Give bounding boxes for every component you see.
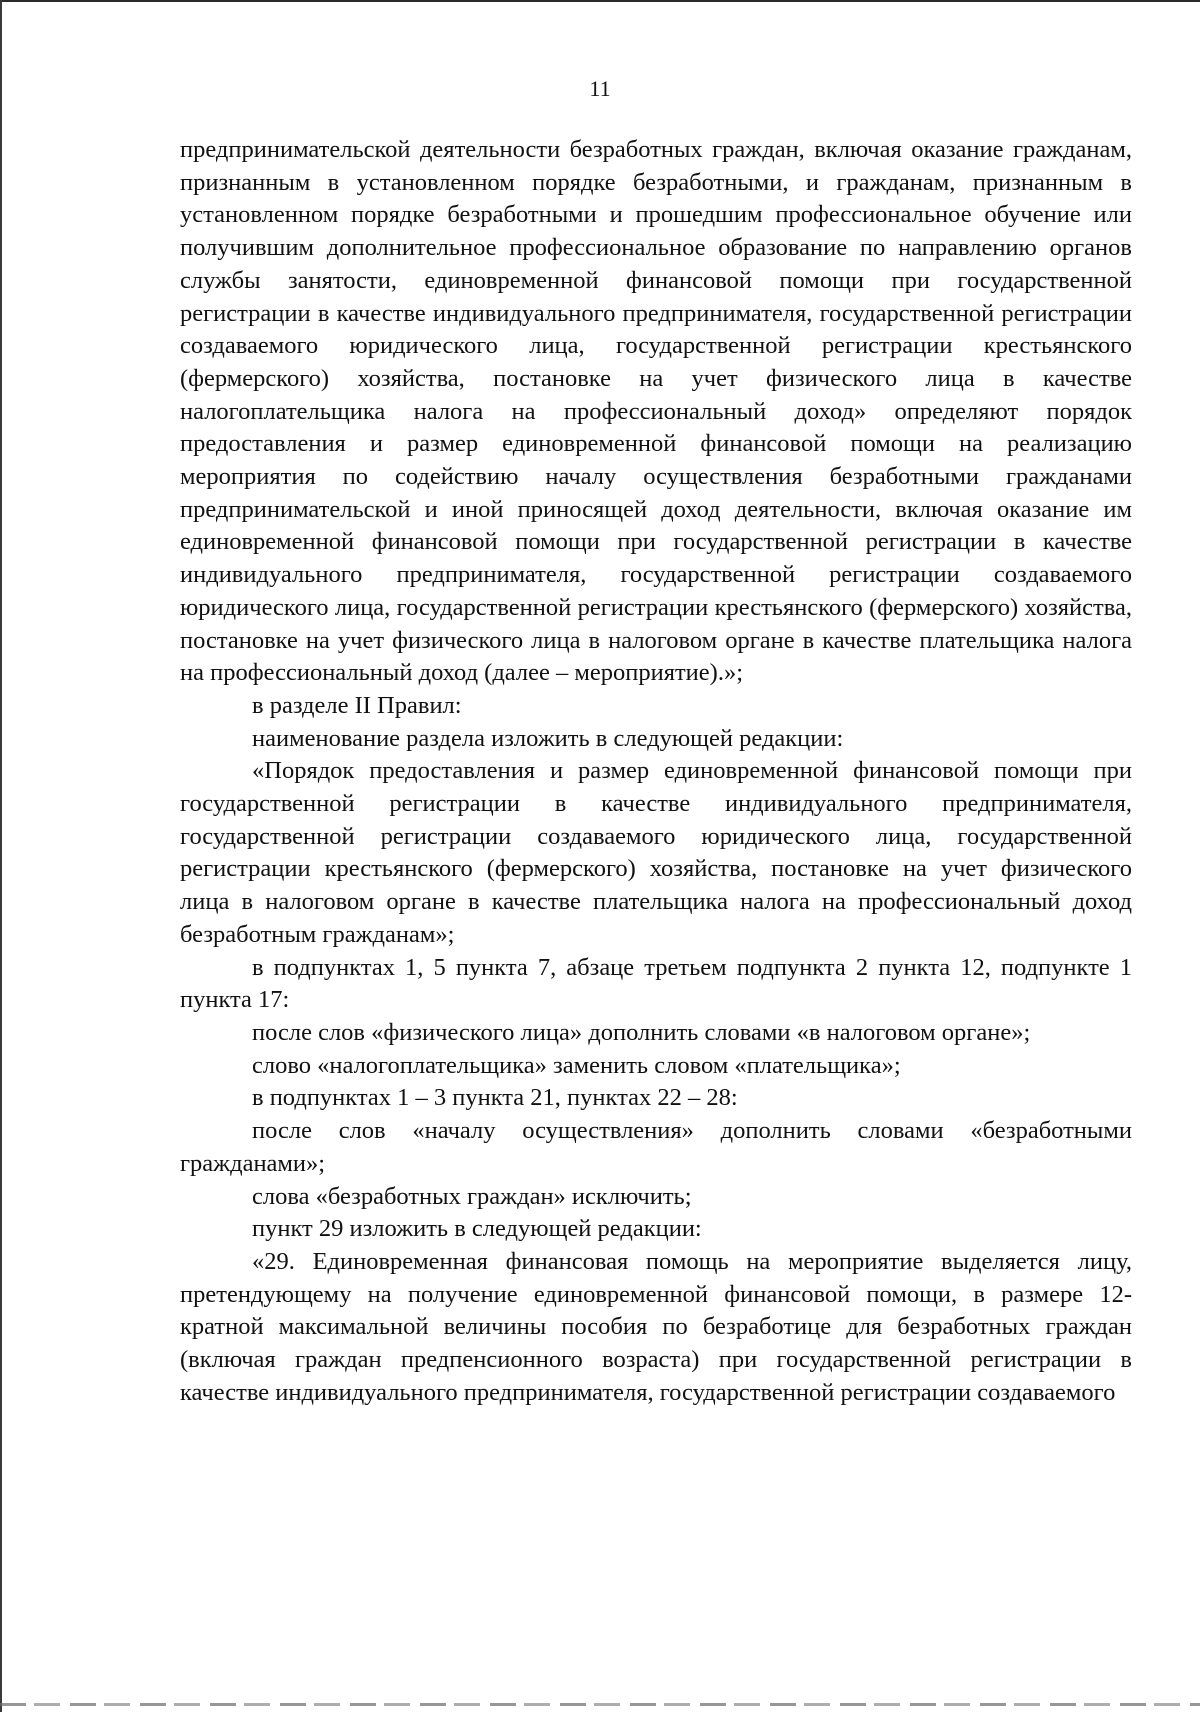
document-body [180,134,1132,1409]
scan-edge-top [0,0,1200,2]
scan-edge-bottom [0,1703,1200,1706]
paragraph-add-unemployed-citizens: после слов «началу осуществления» дополнить словами «безработными гражданами»; [180,1117,1132,1177]
paragraph-section-title-instruction: наименование раздела изложить в следующей редакции: [252,724,844,752]
paragraph-point-29-text: «29. Единовременная финансовая помощь на мероприятие выделяется лицу, претендующему на получение единовременной финансовой помощи, в размере 12-кратной максимальной величины пособия по безработице для безработных граждан (включая граждан предпенсионного возраста) при государственной регистрации в качестве индивидуального предпринимателя, государственной регистрации создаваемого [180,1247,1132,1406]
page-number: 11 [589,76,611,101]
paragraph-replace-taxpayer: слово «налогоплательщика» заменить словом «плательщика»; [252,1051,901,1079]
paragraph-subpoints-7-12-17: в подпунктах 1, 5 пункта 7, абзаце третьем подпункта 2 пункта 12, подпункте 1 пункта 17: [180,953,1132,1014]
paragraph-continuation: предпринимательской деятельности безработных граждан, включая оказание гражданам, признанным в установленном порядке безработными, и гражданам, признанным в установленном порядке безработными и прошедшим профессиональное обучение или получившим дополнительное профессиональное образование по направлению органов службы занятости, единовременной финансовой помощи при государственной регистрации в качестве индивидуального предпринимателя, государственной регистрации создаваемого юридического лица, государственной регистрации крестьянского (фермерского) хозяйства, постановке на учет физического лица в качестве налогоплательщика налога на профессиональный доход» определяют порядок предоставления и размер единовременной финансовой помощи на реализацию мероприятия по содействию началу осуществления безработными гражданами предпринимательской и иной приносящей доход деятельности, включая оказание им единовременной финансовой помощи при государственной регистрации в качестве индивидуального предпринимателя, государственной регистрации создаваемого юридического лица, государственной регистрации крестьянского (фермерского) хозяйства, постановке на учет физического лица в налоговом органе в качестве плательщика налога на профессиональный доход (далее – мероприятие).»; [180,136,1132,687]
paragraph-section-ii: в разделе II Правил: [252,691,462,719]
paragraph-add-tax-authority: после слов «физического лица» дополнить словами «в налоговом органе»; [252,1018,1031,1046]
scan-edge-left [0,0,2,1712]
paragraph-exclude-words: слова «безработных граждан» исключить; [252,1182,692,1210]
paragraph-subpoints-21-28: в подпунктах 1 – 3 пункта 21, пунктах 22 – 28: [252,1084,738,1112]
paragraph-section-title-new: «Порядок предоставления и размер единовременной финансовой помощи при государственной регистрации в качестве индивидуального предпринимателя, государственной регистрации создаваемого юридического лица, государственной регистрации крестьянского (фермерского) хозяйства, постановке на учет физического лица в налоговом органе в качестве плательщика налога на профессиональный доход безработным гражданам»; [180,757,1132,948]
paragraph-point-29-instruction: пункт 29 изложить в следующей редакции: [252,1215,702,1243]
